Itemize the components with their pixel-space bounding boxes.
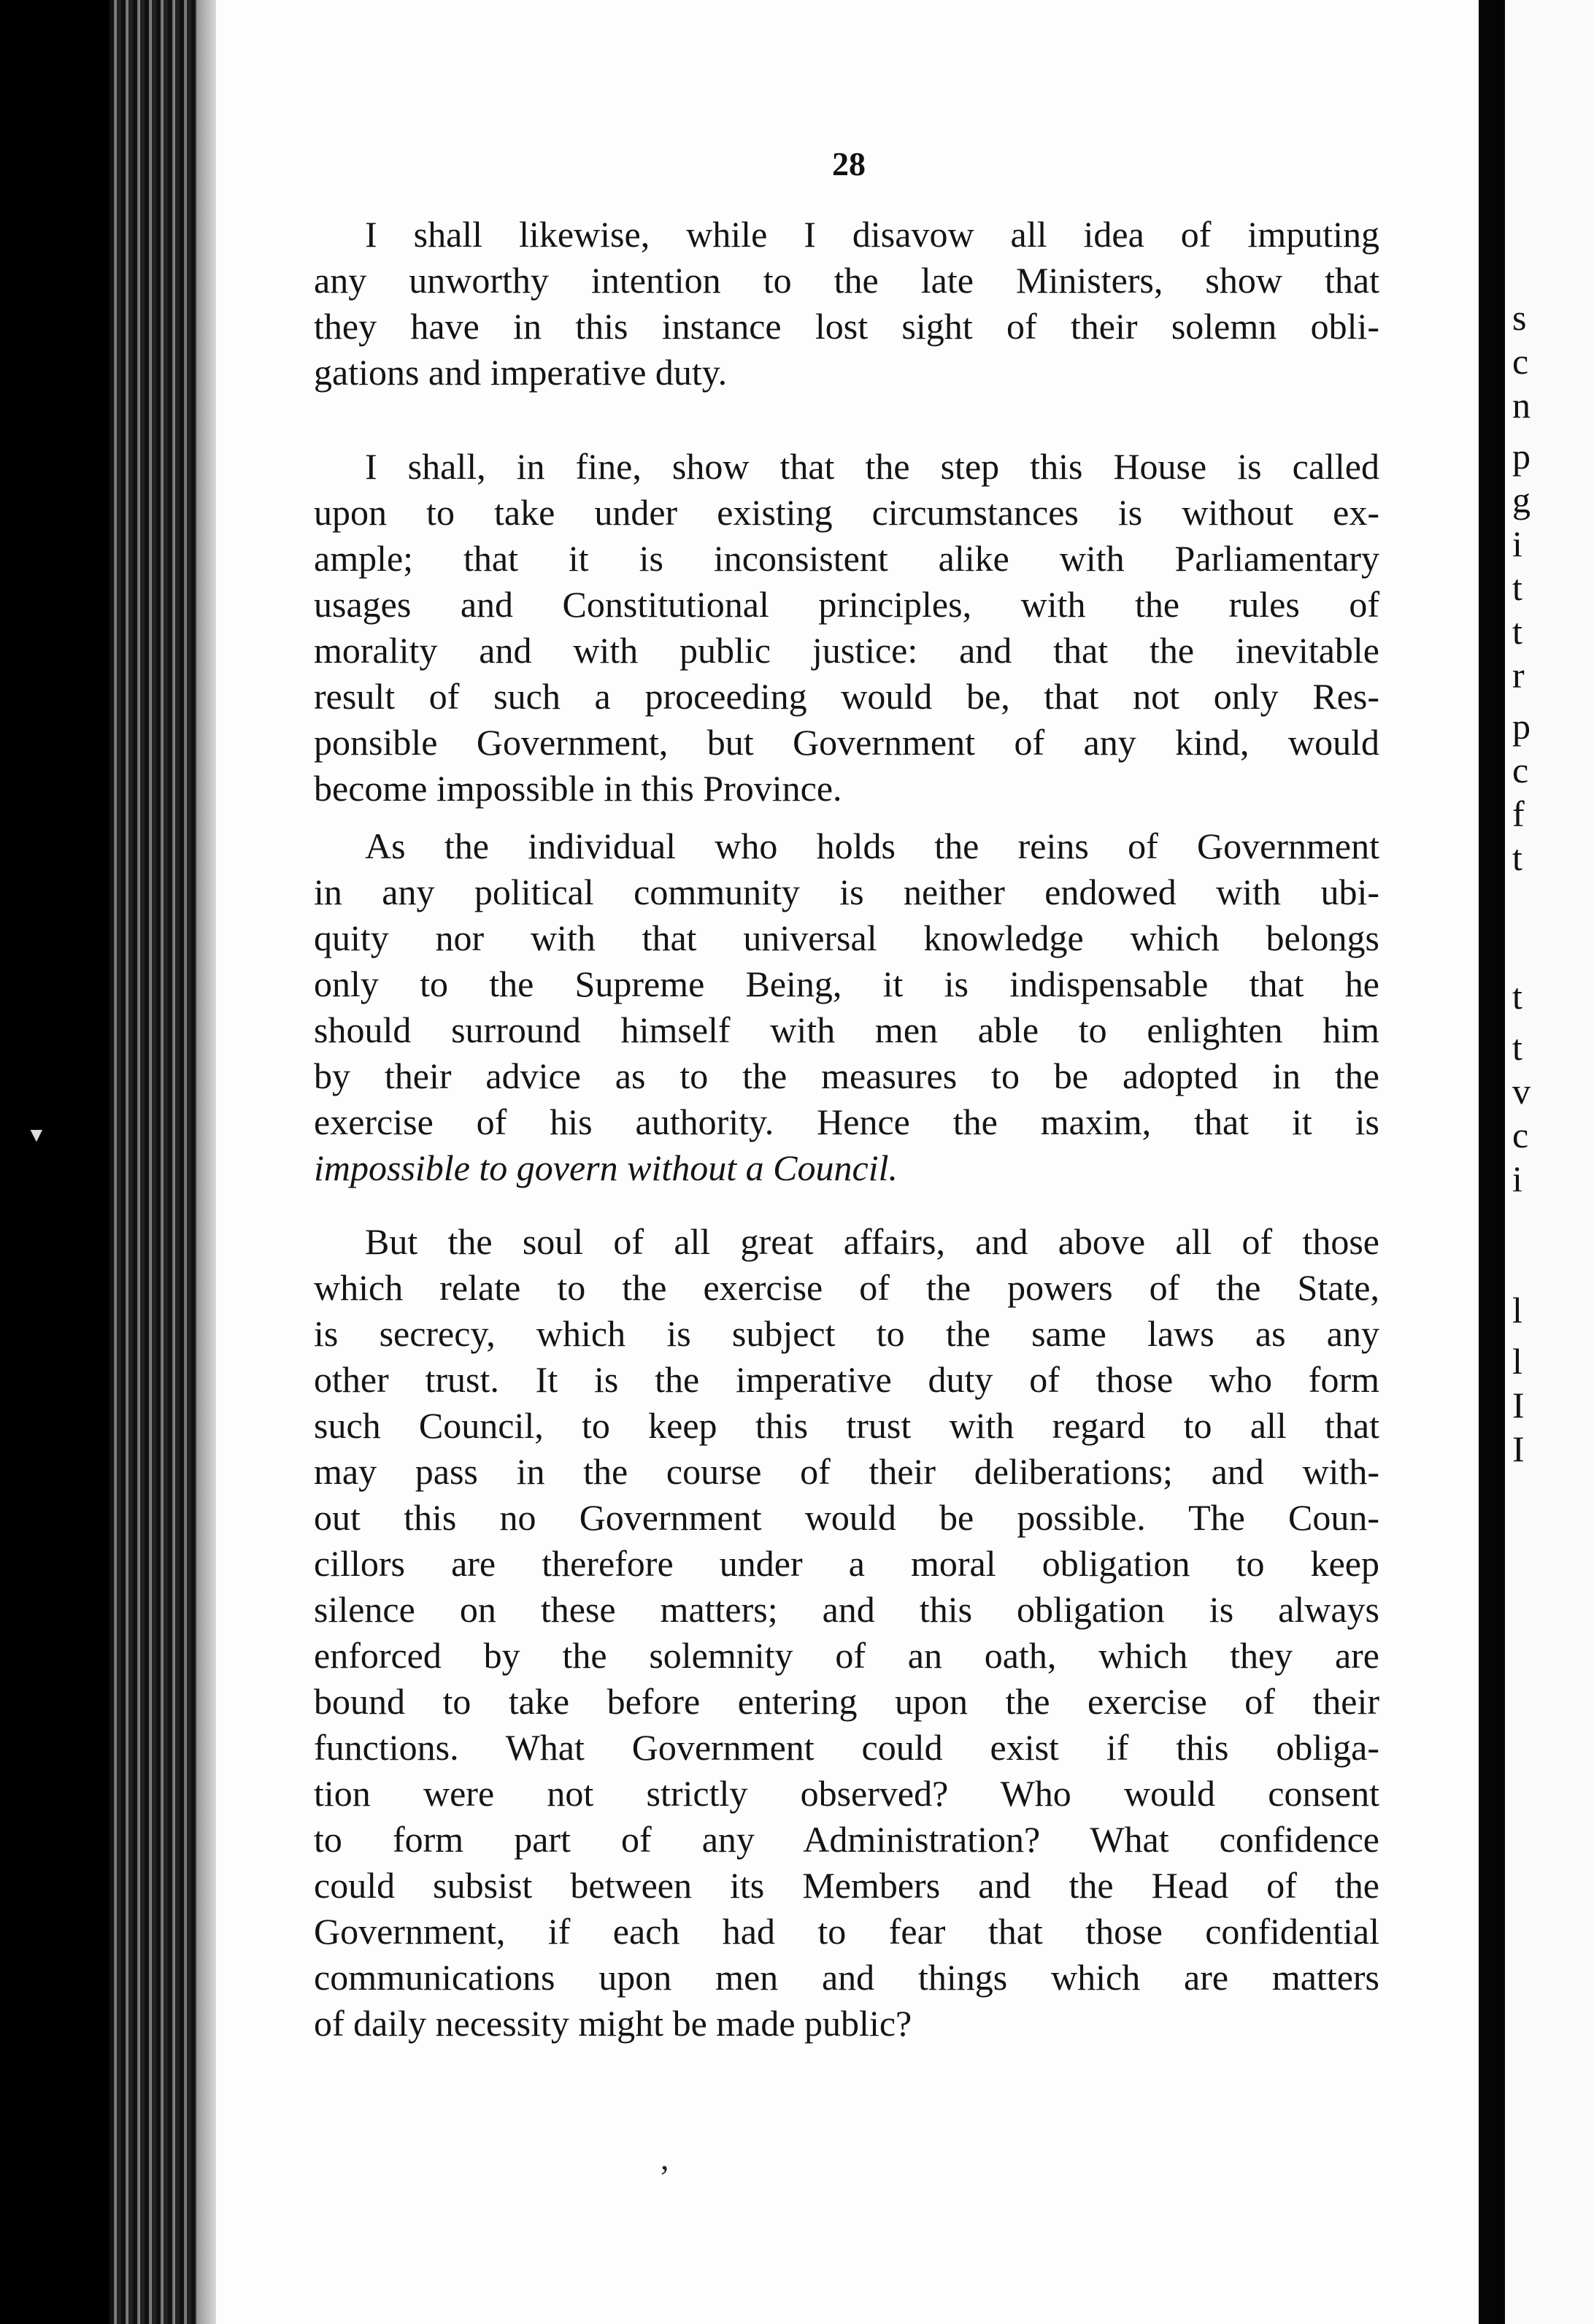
paragraph-2 [314, 444, 1379, 812]
text-line: ample; that it is inconsistent alike with Parliamentary [314, 538, 1379, 579]
text-line: should surround himself with men able to enlighten him [314, 1009, 1379, 1050]
text-line: by their advice as to the measures to be adopted in the [314, 1055, 1379, 1096]
text-line: of daily necessity might be made public? [314, 2003, 912, 2044]
facing-page-letter: c [1512, 341, 1529, 382]
text-line: only to the Supreme Being, it is indispensable that he [314, 963, 1379, 1004]
paragraph-1 [314, 212, 1379, 396]
text-line: usages and Constitutional principles, with the rules of [314, 584, 1379, 625]
text-line: may pass in the course of their deliberations; and with- [314, 1451, 1379, 1492]
text-line: result of such a proceeding would be, that not only Res- [314, 676, 1379, 717]
facing-page-letter: I [1512, 1385, 1525, 1425]
facing-page-letter: f [1512, 793, 1525, 834]
facing-page-letter: l [1512, 1290, 1522, 1331]
facing-page-letter: t [1512, 611, 1522, 652]
text-line: bound to take before entering upon the exercise of their [314, 1681, 1379, 1722]
text-line: such Council, to keep this trust with regard to all that [314, 1405, 1379, 1446]
scan-edge-mark: ▼ [26, 1124, 47, 1147]
page-number: 28 [832, 145, 866, 182]
text-line: silence on these matters; and this obligation is always [314, 1589, 1379, 1630]
text-line: I shall likewise, while I disavow all idea of imputing [365, 214, 1379, 255]
text-line: morality and with public justice: and that the inevitable [314, 630, 1379, 671]
text-line: cillors are therefore under a moral obligation to keep [314, 1543, 1379, 1584]
facing-page-letter: p [1512, 706, 1531, 747]
stray-ink-mark: , [661, 2139, 669, 2177]
facing-page-edge [1505, 0, 1594, 2324]
facing-page-letter: t [1512, 976, 1522, 1017]
page-gap [1479, 0, 1505, 2324]
facing-page-letter: n [1512, 385, 1531, 426]
facing-page-letter: r [1512, 655, 1525, 696]
text-line: tion were not strictly observed? Who would consent [314, 1773, 1379, 1814]
text-line: communications upon men and things which are matters [314, 1957, 1379, 1998]
text-line: become impossible in this Province. [314, 768, 842, 809]
italic-phrase: impossible to govern without a Council. [314, 1147, 898, 1188]
facing-page-letter: c [1512, 1115, 1529, 1155]
text-line: could subsist between its Members and the Head of the [314, 1865, 1379, 1906]
text-line: in any political community is neither endowed with ubi- [314, 872, 1379, 912]
facing-page-letter: l [1512, 1341, 1522, 1382]
text-line: is secrecy, which is subject to the same laws as any [314, 1313, 1379, 1354]
facing-page-letter: p [1512, 436, 1531, 477]
paragraph-3 [314, 823, 1379, 1191]
facing-page-letter: v [1512, 1071, 1531, 1112]
text-line: to form part of any Administration? What confidence [314, 1819, 1379, 1860]
book-gutter [109, 0, 197, 2324]
text-line-italic [314, 1145, 1379, 1191]
text-line: exercise of his authority. Hence the maxim, that it is [314, 1101, 1379, 1142]
gutter-shadow [197, 0, 216, 2324]
facing-page-letter: I [1512, 1428, 1525, 1469]
text-line: which relate to the exercise of the powers of the State, [314, 1267, 1379, 1308]
text-line: I shall, in fine, show that the step this House is called [365, 446, 1379, 487]
text-line: Government, if each had to fear that those confidential [314, 1911, 1379, 1952]
text-line: upon to take under existing circumstances is without ex- [314, 492, 1379, 533]
text-line: functions. What Government could exist if this obliga- [314, 1727, 1379, 1768]
facing-page-letter: s [1512, 297, 1527, 338]
text-line: As the individual who holds the reins of Government [365, 826, 1379, 866]
text-line: But the soul of all great affairs, and above all of those [365, 1221, 1379, 1262]
text-line: gations and imperative duty. [314, 352, 728, 393]
facing-page-letter: c [1512, 750, 1529, 790]
facing-page-letter: i [1512, 1158, 1522, 1199]
text-line: quity nor with that universal knowledge which belongs [314, 917, 1379, 958]
text-line: any unworthy intention to the late Ministers, show that [314, 260, 1379, 301]
facing-page-letter: i [1512, 523, 1522, 564]
paragraph-4 [314, 1219, 1379, 2047]
facing-page-letter: t [1512, 567, 1522, 608]
text-line: ponsible Government, but Government of any kind, would [314, 722, 1379, 763]
text-line: other trust. It is the imperative duty of those who form [314, 1359, 1379, 1400]
text-line: enforced by the solemnity of an oath, which they are [314, 1635, 1379, 1676]
text-line: they have in this instance lost sight of their solemn obli- [314, 306, 1379, 347]
facing-page-letter: g [1512, 480, 1531, 520]
facing-page-letter: t [1512, 1027, 1522, 1068]
text-line: out this no Government would be possible. The Coun- [314, 1497, 1379, 1538]
facing-page-letter: t [1512, 837, 1522, 878]
